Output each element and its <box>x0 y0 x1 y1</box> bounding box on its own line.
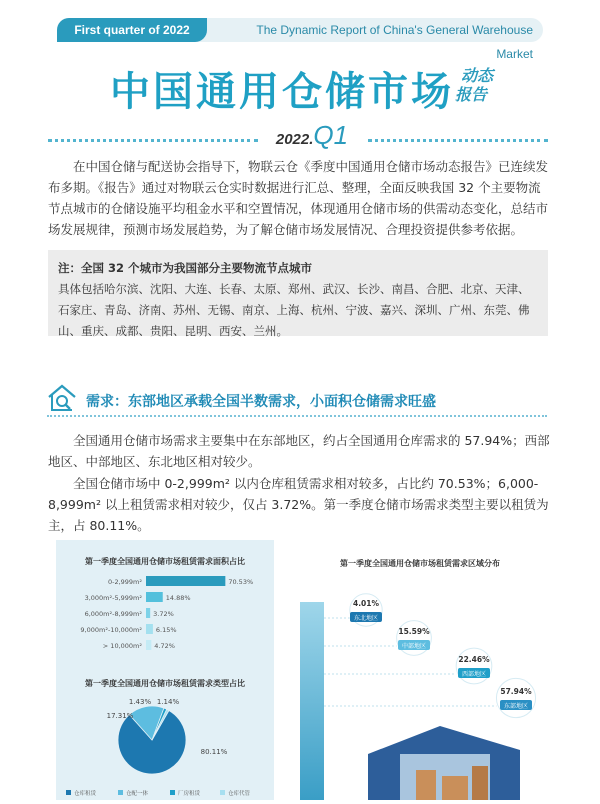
pie-value-label: 80.11% <box>200 748 228 756</box>
region-value-label: 22.46% <box>458 655 490 664</box>
bar-category-label: 6,000m²-8,999m² <box>84 610 142 618</box>
bar-value-label: 14.88% <box>165 594 191 602</box>
report-banner <box>57 18 543 61</box>
bar <box>146 592 163 602</box>
cargo-box-illustration <box>416 770 436 800</box>
region-chart-title: 第一季度全国通用仓储市场租赁需求区域分布 <box>340 559 500 568</box>
pie-value-label: 1.43% <box>128 698 152 706</box>
bar-category-label: 3,000m²-5,999m² <box>84 594 142 602</box>
legend-swatch <box>220 790 225 795</box>
warehouse-search-icon <box>47 383 77 413</box>
title-subtitle-line-1: 动态 <box>461 66 494 85</box>
cargo-box-illustration <box>442 776 468 800</box>
demand-paragraph-1: 全国通用仓储市场需求主要集中在东部地区，约占全国通用仓库需求的 57.94%；西部地区、中部地区、东北地区相对较少。 <box>48 433 550 469</box>
section-title: 需求：东部地区承载全国半数需求，小面积仓储需求旺盛 <box>86 394 436 410</box>
pie-value-label: 1.14% <box>156 698 180 706</box>
bar-value-label: 3.72% <box>153 610 174 618</box>
bar <box>146 640 151 650</box>
region-chart-svg <box>290 540 550 800</box>
page-title: 中国通用仓储市场 <box>110 69 454 115</box>
region-bubble <box>397 621 432 656</box>
pie-value-label: 17.31% <box>106 712 134 720</box>
note-body: 具体包括哈尔滨、沈阳、大连、长春、太原、郑州、武汉、长沙、南昌、合肥、北京、天津、石家庄、青岛、济南、苏州、无锡、南京、上海、杭州、宁波、嘉兴、深圳、广州、东莞、佛山、重庆、成都、贵阳、昆明、西安、兰州。 <box>58 282 530 338</box>
bar <box>146 624 153 634</box>
legend-label: 仓配一体 <box>126 791 149 797</box>
bar-value-label: 70.53% <box>228 578 254 586</box>
note-title: 注：全国 32 个城市为我国部分主要物流节点城市 <box>58 261 313 275</box>
legend-label: 仓库租赁 <box>74 791 97 797</box>
bar-value-label: 6.15% <box>155 626 177 634</box>
region-name-label: 东北地区 <box>353 615 379 622</box>
legend-swatch <box>66 790 71 795</box>
bar-category-label: 0-2,999m² <box>107 578 142 586</box>
legend-swatch <box>118 790 123 795</box>
legend-label: 仓库代管 <box>228 791 251 797</box>
period-year: 2022. <box>275 131 314 148</box>
bar <box>146 576 225 586</box>
region-bubble <box>456 648 492 684</box>
section-divider <box>47 415 547 417</box>
title-subtitle <box>455 66 515 104</box>
divider-right <box>368 139 548 142</box>
left-charts-svg <box>56 540 274 800</box>
legend-label: 厂房租赁 <box>178 791 201 797</box>
right-chart-panel <box>290 540 550 800</box>
left-chart-panel <box>56 540 274 800</box>
legend-swatch <box>170 790 175 795</box>
bar-category-label: 9,000m²-10,000m² <box>80 626 142 634</box>
region-value-label: 57.94% <box>500 687 532 696</box>
bar <box>146 608 150 618</box>
region-name-label: 中部地区 <box>401 643 427 650</box>
demand-paragraph-2: 全国仓储市场中 0-2,999m² 以内仓库租赁需求相对较多，占比约 70.53%；6,000-8,999m² 以上租赁需求相对较少，仅占 3.72%。第一季度仓储市场需求类型主要以租赁为主，占 80.11%。 <box>48 476 549 533</box>
pie-chart-title: 第一季度全国通用仓储市场租赁需求类型占比 <box>85 679 245 688</box>
report-period <box>262 120 362 151</box>
banner-report-name: The Dynamic Report of China's General Warehouse Market <box>256 23 533 61</box>
title-subtitle-line-2: 报告 <box>455 85 488 104</box>
bar-chart-title: 第一季度全国通用仓储市场租赁需求面积占比 <box>85 557 245 566</box>
cargo-box-illustration <box>472 766 488 800</box>
intro-paragraph: 在中国仓储与配送协会指导下，物联云仓《季度中国通用仓储市场动态报告》已连续发布多期。《报告》通过对物联云仓实时数据进行汇总、整理，全面反映我国 32 个主要物流节点城市的仓储设施平均租金水平和空置情况，体现通用仓储市场的供需动态变化，总结市场发展规律，预测市场发展趋势，为了解仓储市场发展情况、合理投资提供参考依据。 <box>48 159 549 237</box>
region-value-label: 4.01% <box>352 599 380 608</box>
region-value-label: 15.59% <box>398 627 430 636</box>
region-name-label: 东部地区 <box>503 703 529 710</box>
banner-period: First quarter of 2022 <box>57 18 207 42</box>
region-bubble <box>496 678 535 717</box>
region-column <box>300 602 324 800</box>
divider-left <box>48 139 258 142</box>
note-box <box>48 250 548 336</box>
bar-value-label: 4.72% <box>154 642 175 650</box>
period-quarter: Q1 <box>313 120 349 150</box>
region-name-label: 西部地区 <box>461 671 487 678</box>
bar-category-label: > 10,000m² <box>102 642 142 650</box>
